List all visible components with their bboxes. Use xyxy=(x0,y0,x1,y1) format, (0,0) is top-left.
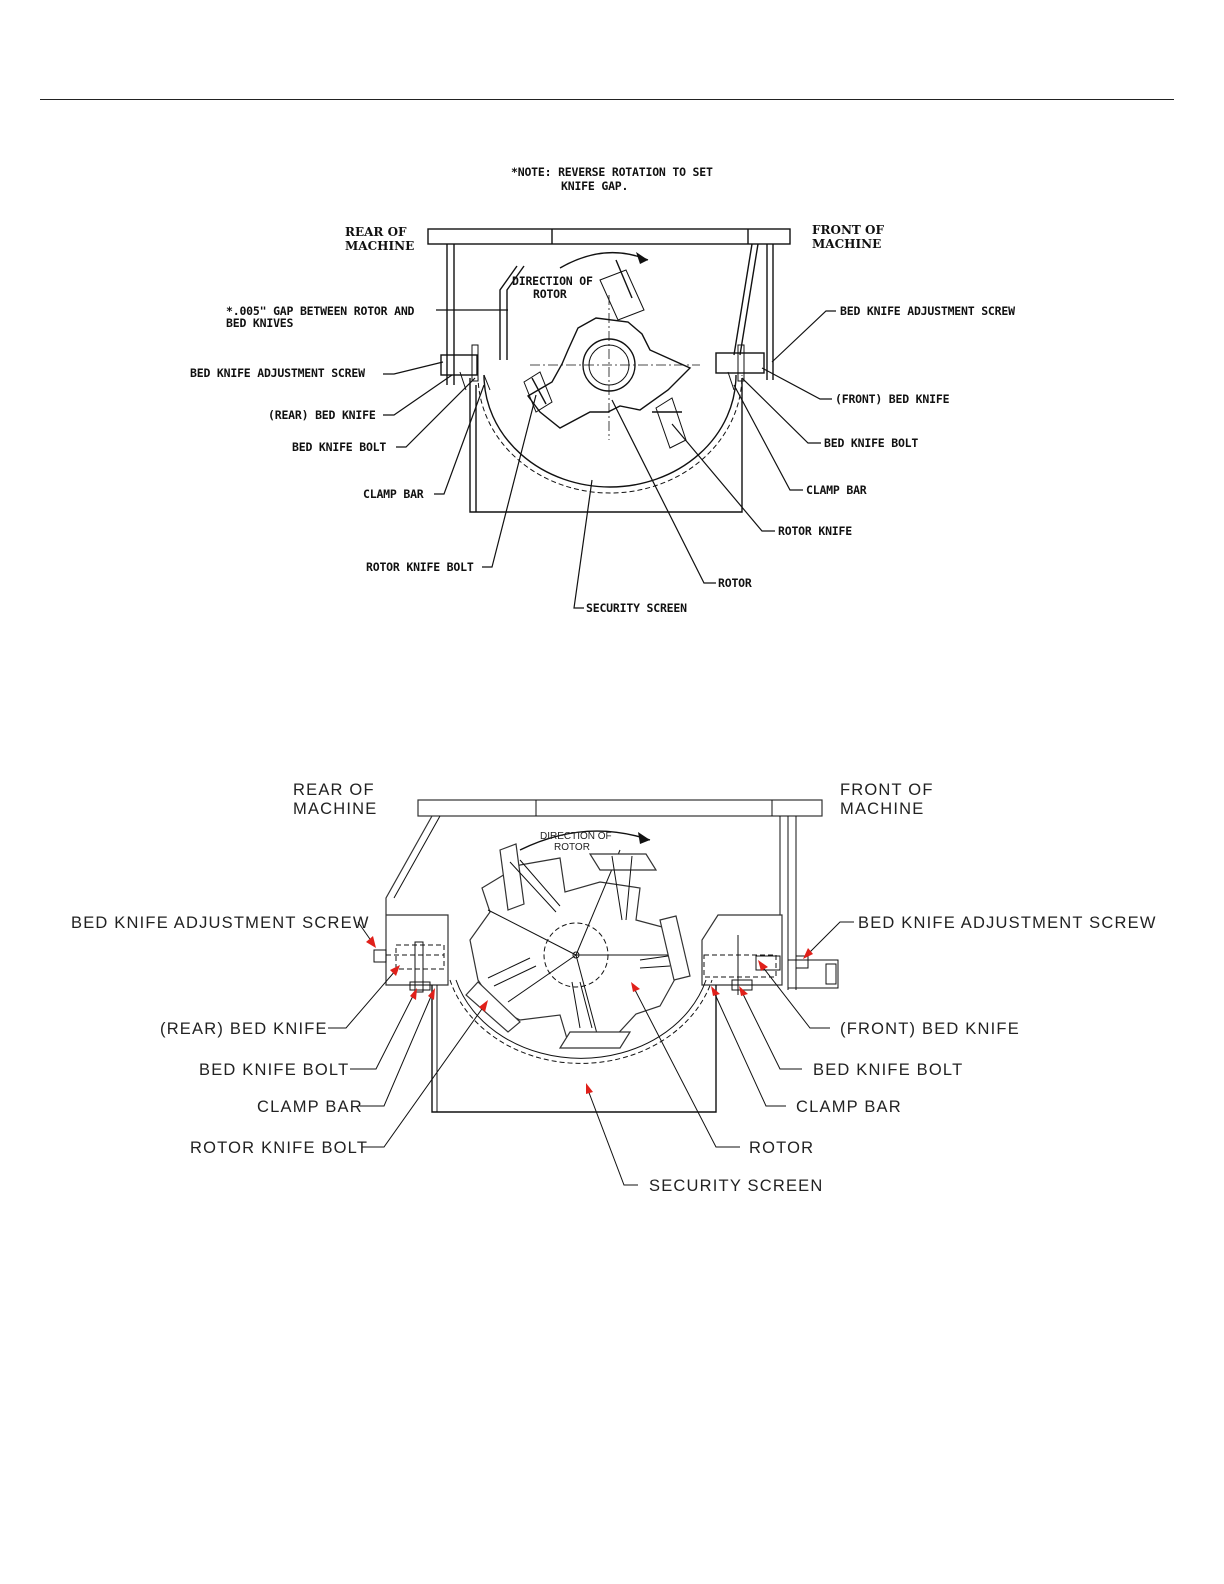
front-of-machine-2: MACHINE xyxy=(812,237,882,251)
fig2-security-screen: SECURITY SCREEN xyxy=(649,1177,824,1195)
rear-of-machine-2: MACHINE xyxy=(345,239,415,253)
gap-label-1: *.005" GAP BETWEEN ROTOR AND xyxy=(226,304,415,318)
direction-arrow xyxy=(560,253,648,268)
note-line-1: *NOTE: REVERSE ROTATION TO SET xyxy=(511,165,713,179)
fig2-clamp-bar-left: CLAMP BAR xyxy=(257,1098,363,1116)
fig2-rotor-knife-bolt: ROTOR KNIFE BOLT xyxy=(190,1139,369,1157)
security-screen-arc xyxy=(478,375,742,493)
direction-label-2: ROTOR xyxy=(533,287,567,301)
direction-label-1: DIRECTION OF xyxy=(512,274,593,288)
fig2-rear-bed-knife: (REAR) BED KNIFE xyxy=(160,1020,328,1038)
fig1-front-bed-knife: (FRONT) BED KNIFE xyxy=(835,392,950,406)
header-rule xyxy=(40,99,1174,100)
housing xyxy=(447,244,773,512)
direction-label-2: ROTOR xyxy=(554,842,590,853)
fig1-rear-bed-knife: (REAR) BED KNIFE xyxy=(268,408,376,422)
rear-of-machine-2: MACHINE xyxy=(293,800,378,818)
fig2-bed-knife-bolt-left: BED KNIFE BOLT xyxy=(199,1061,350,1079)
fig1-rotor: ROTOR xyxy=(718,576,752,590)
top-plate xyxy=(418,800,822,816)
gap-label-2: BED KNIVES xyxy=(226,316,294,330)
top-plate xyxy=(428,229,790,244)
fig2-clamp-bar-right: CLAMP BAR xyxy=(796,1098,902,1116)
note-line-2: KNIFE GAP. xyxy=(561,179,629,193)
fig1-security-screen: SECURITY SCREEN xyxy=(586,601,687,615)
direction-label-1: DIRECTION OF xyxy=(540,831,612,842)
front-of-machine-1: FRONT OF xyxy=(840,781,934,799)
rear-of-machine-1: REAR OF xyxy=(293,781,375,799)
fig2-bed-knife-bolt-right: BED KNIFE BOLT xyxy=(813,1061,964,1079)
fig2-bed-knife-adjustment-screw-right: BED KNIFE ADJUSTMENT SCREW xyxy=(858,914,1157,932)
rear-of-machine-1: REAR OF xyxy=(345,225,407,239)
fig1-rotor-knife: ROTOR KNIFE xyxy=(778,524,852,538)
figure-1-rotor-diagram xyxy=(0,150,1224,630)
fig2-bed-knife-adjustment-screw-left: BED KNIFE ADJUSTMENT SCREW xyxy=(71,914,370,932)
fig1-rotor-knife-bolt: ROTOR KNIFE BOLT xyxy=(366,560,474,574)
front-of-machine-2: MACHINE xyxy=(840,800,925,818)
fig2-front-bed-knife: (FRONT) BED KNIFE xyxy=(840,1020,1020,1038)
figure-2-rotor-diagram xyxy=(0,770,1224,1210)
fig1-bed-knife-bolt-right: BED KNIFE BOLT xyxy=(824,436,919,450)
fig1-clamp-bar-right: CLAMP BAR xyxy=(806,483,867,497)
rear-bed-knife-assembly xyxy=(441,345,490,390)
fig2-rotor: ROTOR xyxy=(749,1139,815,1157)
fig1-clamp-bar-left: CLAMP BAR xyxy=(363,487,424,501)
fig1-bed-knife-adjustment-screw-left: BED KNIFE ADJUSTMENT SCREW xyxy=(190,366,365,380)
rotor-5-knife xyxy=(466,844,690,1048)
fig1-bed-knife-adjustment-screw-right: BED KNIFE ADJUSTMENT SCREW xyxy=(840,304,1015,318)
fig1-bed-knife-bolt-left: BED KNIFE BOLT xyxy=(292,440,387,454)
front-of-machine-1: FRONT OF xyxy=(812,223,884,237)
